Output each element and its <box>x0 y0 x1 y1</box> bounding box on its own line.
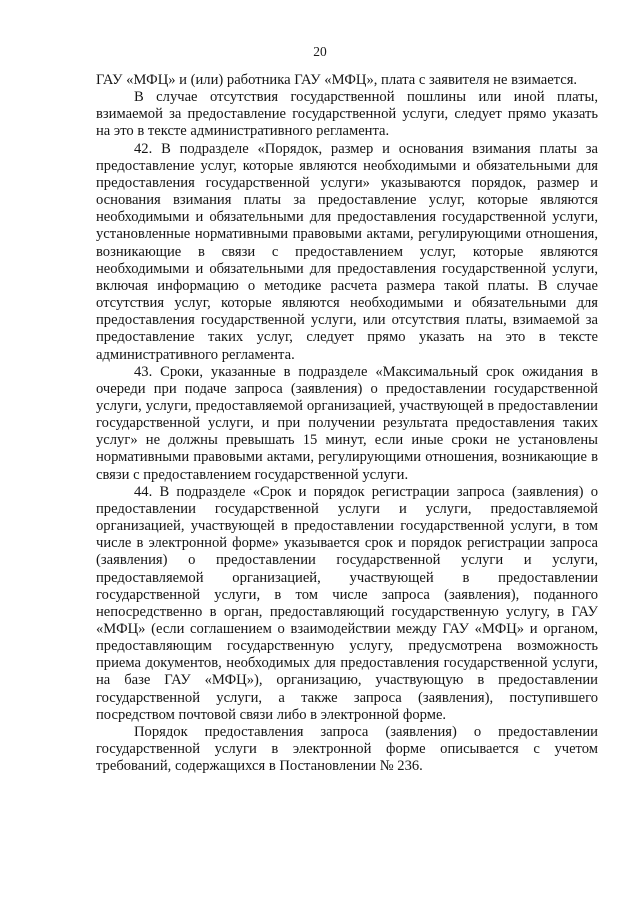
paragraph-43: 43. Сроки, указанные в подразделе «Максимальный срок ожидания в очереди при подаче запроса (заявления) о предоставлении государственной услуги, услуги, предоставляемой организацией, участвующей в предоставлении государственной услуги, и при получении результата предоставления таких услуг» не должны превышать 15 минут, если иные сроки не установлены нормативными правовыми актами, регулирующими отношения, возникающие в связи с предоставлением государственной услуги. <box>96 363 598 483</box>
page-number: 20 <box>313 44 327 59</box>
paragraph-42: 42. В подразделе «Порядок, размер и основания взимания платы за предоставление услуг, которые являются необходимыми и обязательными для предоставления государственной услуги» указываются порядок, размер и основания взимания платы за предоставление услуг, которые являются необходимыми и обязательными для предоставления государственной услуги, установленные нормативными правовыми актами, регулирующими отношения, возникающие в связи с предоставлением услуг, которые являются необходимыми и обязательными для предоставления государственной услуги, включая информацию о методике расчета размера такой платы. В случае отсутствия услуг, которые являются необходимыми и обязательными для предоставления государственной услуги, или отсутствия платы, взимаемой за предоставление таких услуг, следует прямо указать на это в тексте административного регламента. <box>96 140 598 363</box>
paragraph-electronic-submission: Порядок предоставления запроса (заявления) о предоставлении государственной услуги в электронной форме описывается с учетом требований, содержащихся в Постановлении № 236. <box>96 723 598 775</box>
document-body <box>96 72 598 775</box>
paragraph-44: 44. В подразделе «Срок и порядок регистрации запроса (заявления) о предоставлении государственной услуги и услуги, предоставляемой организацией, участвующей в предоставлении государственной услуги, в том числе в электронной форме» указывается срок и порядок регистрации запроса (заявления) о предоставлении государственной услуги и услуги, предоставляемой организацией, участвующей в предоставлении государственной услуги, в том числе запроса (заявления), поданного непосредственно в орган, предоставляющий государственную услугу, в ГАУ «МФЦ» (если соглашением о взаимодействии между ГАУ «МФЦ» и органом, предоставляющим государственную услугу, предусмотрена возможность приема документов, необходимых для предоставления государственной услуги, на базе ГАУ «МФЦ»), организацию, участвующую в предоставлении государственной услуги, а также запроса (заявления), поступившего посредством почтовой связи либо в электронной форме. <box>96 483 598 723</box>
paragraph-continuation: ГАУ «МФЦ» и (или) работника ГАУ «МФЦ», плата с заявителя не взимается. <box>96 72 578 88</box>
paragraph-fee-absence: В случае отсутствия государственной пошлины или иной платы, взимаемой за предоставление государственной услуги, следует прямо указать на это в тексте административного регламента. <box>96 89 598 140</box>
